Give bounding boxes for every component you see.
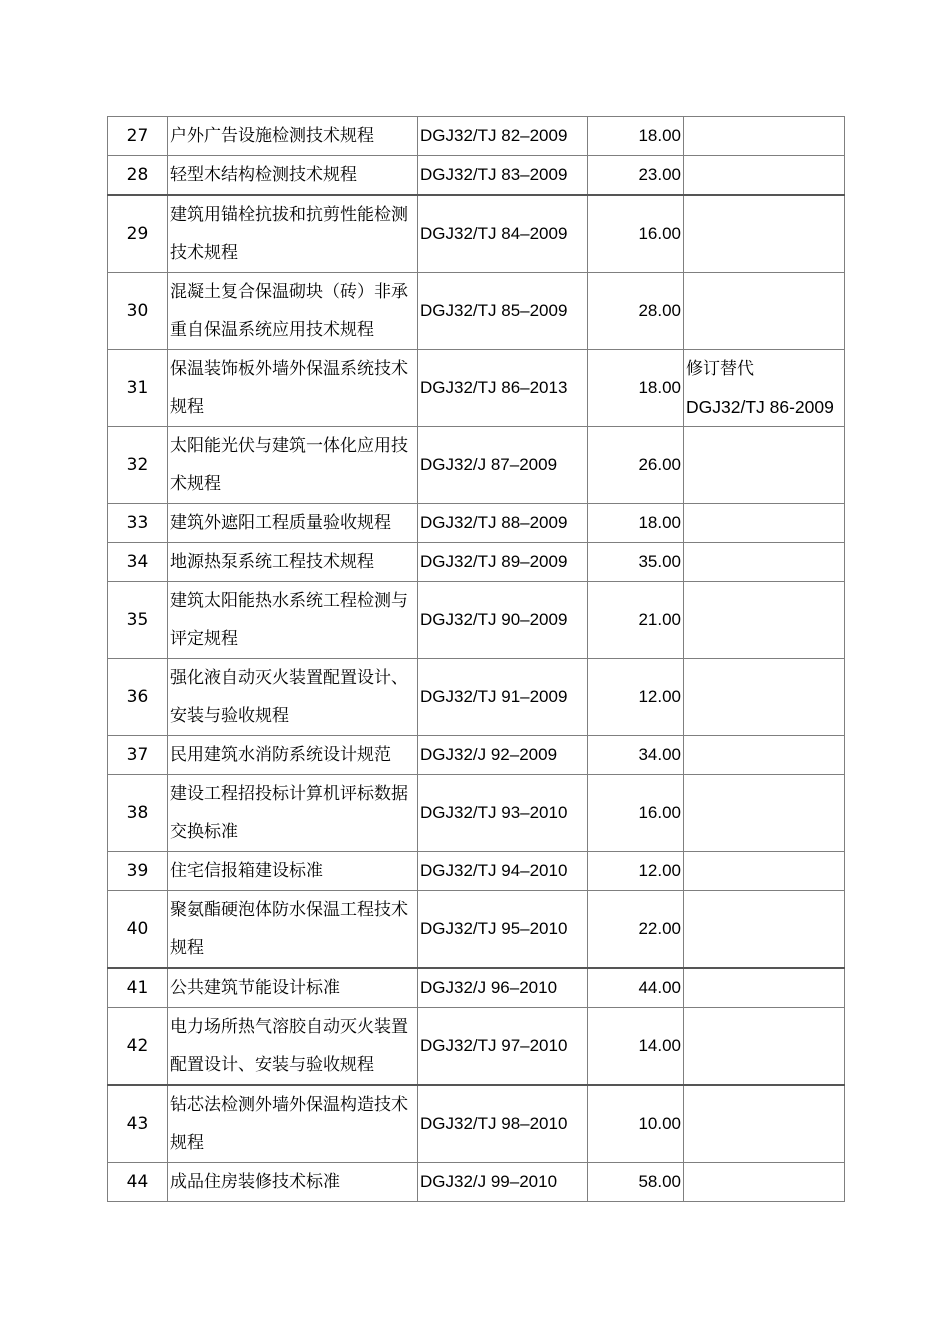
row-number: 29 <box>108 195 168 273</box>
row-number: 34 <box>108 543 168 582</box>
row-number: 39 <box>108 852 168 891</box>
standard-code: DGJ32/TJ 85–2009 <box>418 273 588 350</box>
row-number: 40 <box>108 891 168 969</box>
standard-code: DGJ32/TJ 93–2010 <box>418 775 588 852</box>
standard-price: 58.00 <box>588 1163 684 1202</box>
table-row <box>108 195 845 273</box>
standard-note <box>684 736 845 775</box>
standard-note <box>684 582 845 659</box>
standard-price: 18.00 <box>588 350 684 427</box>
standard-name: 钻芯法检测外墙外保温构造技术规程 <box>168 1085 418 1163</box>
row-number: 30 <box>108 273 168 350</box>
standard-price: 16.00 <box>588 775 684 852</box>
standard-code: DGJ32/J 96–2010 <box>418 968 588 1008</box>
row-number: 37 <box>108 736 168 775</box>
standard-price: 12.00 <box>588 659 684 736</box>
standard-note <box>684 1008 845 1086</box>
row-number: 41 <box>108 968 168 1008</box>
standard-name: 建筑用锚栓抗拔和抗剪性能检测技术规程 <box>168 195 418 273</box>
standard-name: 户外广告设施检测技术规程 <box>168 117 418 156</box>
standard-note <box>684 350 845 427</box>
standard-note <box>684 852 845 891</box>
table-row <box>108 852 845 891</box>
row-number: 31 <box>108 350 168 427</box>
table-row <box>108 775 845 852</box>
row-number: 35 <box>108 582 168 659</box>
standard-note <box>684 427 845 504</box>
standard-name: 混凝土复合保温砌块（砖）非承重自保温系统应用技术规程 <box>168 273 418 350</box>
standard-code: DGJ32/TJ 91–2009 <box>418 659 588 736</box>
table-row <box>108 891 845 969</box>
row-number: 43 <box>108 1085 168 1163</box>
row-number: 38 <box>108 775 168 852</box>
table-row <box>108 1008 845 1086</box>
note-text: 修订替代 <box>686 359 754 379</box>
standard-name: 成品住房装修技术标准 <box>168 1163 418 1202</box>
standard-code: DGJ32/TJ 88–2009 <box>418 504 588 543</box>
standard-code: DGJ32/J 92–2009 <box>418 736 588 775</box>
standard-name: 住宅信报箱建设标准 <box>168 852 418 891</box>
standards-table <box>107 116 845 1202</box>
standard-price: 18.00 <box>588 504 684 543</box>
standard-name: 建筑太阳能热水系统工程检测与评定规程 <box>168 582 418 659</box>
table-row <box>108 582 845 659</box>
standard-note <box>684 117 845 156</box>
standard-note <box>684 1163 845 1202</box>
standard-note <box>684 273 845 350</box>
standard-note <box>684 195 845 273</box>
standard-price: 14.00 <box>588 1008 684 1086</box>
standard-code: DGJ32/TJ 90–2009 <box>418 582 588 659</box>
standard-name: 强化液自动灭火装置配置设计、安装与验收规程 <box>168 659 418 736</box>
table-row <box>108 427 845 504</box>
standard-note <box>684 543 845 582</box>
standard-code: DGJ32/TJ 84–2009 <box>418 195 588 273</box>
standard-code: DGJ32/TJ 82–2009 <box>418 117 588 156</box>
standard-name: 民用建筑水消防系统设计规范 <box>168 736 418 775</box>
table-row <box>108 543 845 582</box>
table-row <box>108 659 845 736</box>
table-row <box>108 736 845 775</box>
standard-code: DGJ32/TJ 86–2013 <box>418 350 588 427</box>
standard-note <box>684 1085 845 1163</box>
standard-name: 太阳能光伏与建筑一体化应用技术规程 <box>168 427 418 504</box>
standard-price: 35.00 <box>588 543 684 582</box>
standard-name: 建筑外遮阳工程质量验收规程 <box>168 504 418 543</box>
standard-price: 21.00 <box>588 582 684 659</box>
row-number: 42 <box>108 1008 168 1086</box>
row-number: 36 <box>108 659 168 736</box>
standard-price: 23.00 <box>588 156 684 196</box>
standard-name: 地源热泵系统工程技术规程 <box>168 543 418 582</box>
standard-price: 10.00 <box>588 1085 684 1163</box>
standard-price: 44.00 <box>588 968 684 1008</box>
table-row <box>108 968 845 1008</box>
note-replaced-code: DGJ32/TJ 86-2009 <box>686 397 834 417</box>
standard-note <box>684 891 845 969</box>
standard-name: 轻型木结构检测技术规程 <box>168 156 418 196</box>
standard-note <box>684 775 845 852</box>
standard-price: 18.00 <box>588 117 684 156</box>
table-row <box>108 350 845 427</box>
standard-code: DGJ32/TJ 83–2009 <box>418 156 588 196</box>
standard-code: DGJ32/J 87–2009 <box>418 427 588 504</box>
table-row <box>108 156 845 196</box>
standard-price: 26.00 <box>588 427 684 504</box>
row-number: 27 <box>108 117 168 156</box>
standard-code: DGJ32/TJ 89–2009 <box>418 543 588 582</box>
standard-code: DGJ32/TJ 95–2010 <box>418 891 588 969</box>
row-number: 28 <box>108 156 168 196</box>
standard-name: 电力场所热气溶胶自动灭火装置配置设计、安装与验收规程 <box>168 1008 418 1086</box>
row-number: 33 <box>108 504 168 543</box>
standard-code: DGJ32/J 99–2010 <box>418 1163 588 1202</box>
standard-price: 12.00 <box>588 852 684 891</box>
standard-price: 28.00 <box>588 273 684 350</box>
standard-price: 22.00 <box>588 891 684 969</box>
standard-price: 34.00 <box>588 736 684 775</box>
table-row <box>108 1085 845 1163</box>
row-number: 44 <box>108 1163 168 1202</box>
standard-name: 建设工程招投标计算机评标数据交换标准 <box>168 775 418 852</box>
standard-name: 保温装饰板外墙外保温系统技术规程 <box>168 350 418 427</box>
table-row <box>108 117 845 156</box>
standard-name: 公共建筑节能设计标准 <box>168 968 418 1008</box>
standard-code: DGJ32/TJ 94–2010 <box>418 852 588 891</box>
table-row <box>108 273 845 350</box>
standard-code: DGJ32/TJ 98–2010 <box>418 1085 588 1163</box>
row-number: 32 <box>108 427 168 504</box>
table-row <box>108 1163 845 1202</box>
standard-note <box>684 659 845 736</box>
standard-note <box>684 968 845 1008</box>
standard-note <box>684 504 845 543</box>
standard-code: DGJ32/TJ 97–2010 <box>418 1008 588 1086</box>
standard-price: 16.00 <box>588 195 684 273</box>
standard-name: 聚氨酯硬泡体防水保温工程技术规程 <box>168 891 418 969</box>
standard-note <box>684 156 845 196</box>
table-row <box>108 504 845 543</box>
